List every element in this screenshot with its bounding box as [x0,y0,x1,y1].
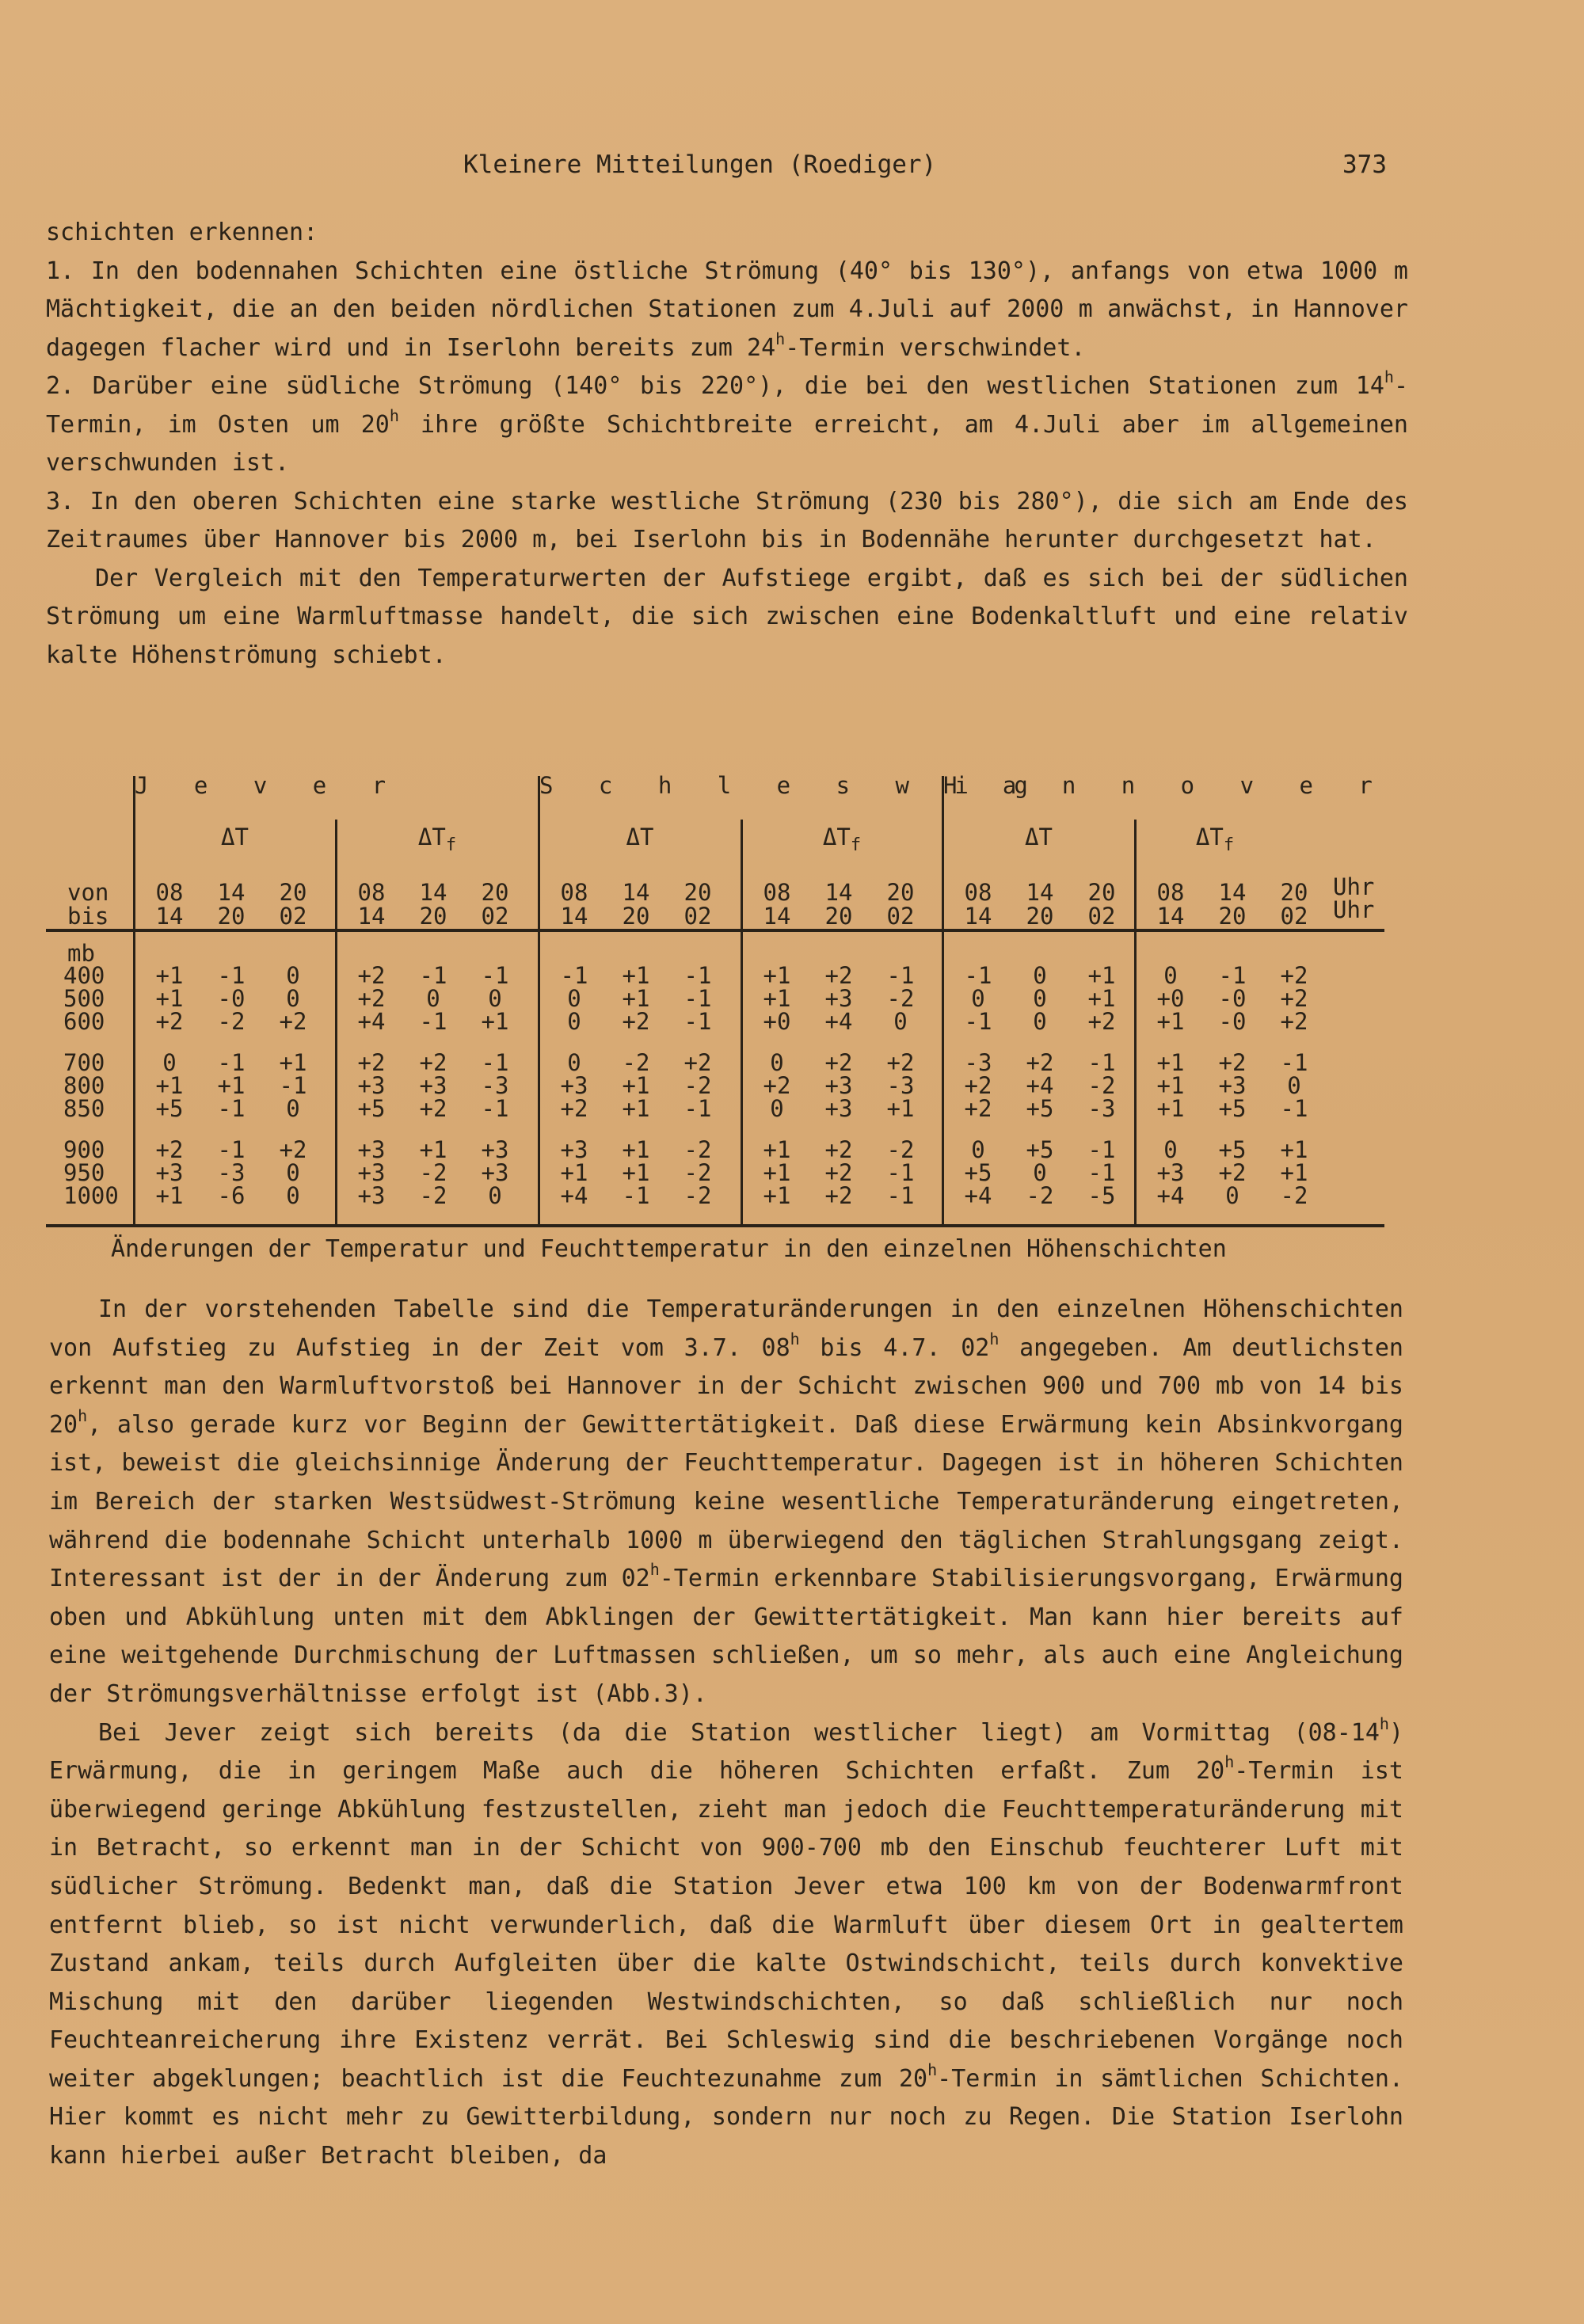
table-cell: +2 [824,1136,853,1163]
level-label: 500 [63,985,105,1012]
table-cell: +2 [357,985,386,1012]
table-cell: +1 [622,1072,650,1099]
table-cell: +2 [419,1095,447,1122]
table-cell: +1 [155,1182,184,1209]
table-cell: +1 [622,1136,650,1163]
table-cell: -2 [217,1008,246,1035]
table-cell: 0 [893,1008,908,1035]
table-cell: -0 [217,985,246,1012]
table-cell: -1 [481,962,509,989]
table-cell: 0 [1033,1008,1047,1035]
table-cell: +2 [1280,962,1308,989]
table-cell: +1 [155,1072,184,1099]
table-cell: -1 [217,962,246,989]
table-cell: 0 [1163,1136,1178,1163]
time-von-label: 14 [622,879,650,906]
table-cell: -1 [1218,962,1247,989]
table-cell: 0 [286,1159,300,1186]
table-cell: +2 [155,1136,184,1163]
table-cell: 0 [1033,1159,1047,1186]
level-label: 700 [63,1049,105,1076]
table-cell: 0 [286,1182,300,1209]
time-bis-label: 14 [155,903,184,930]
table-cell: +1 [1156,1072,1185,1099]
running-header [0,150,1584,186]
table-cell: -2 [419,1159,447,1186]
table-cell: +1 [763,985,791,1012]
table-cell: +1 [279,1049,307,1076]
table-cell: +1 [1087,962,1116,989]
table-cell: +1 [1087,985,1116,1012]
table-cell: +2 [763,1072,791,1099]
table-cell: -3 [1087,1095,1116,1122]
table-cell: -1 [683,1008,712,1035]
level-label: 600 [63,1008,105,1035]
table-rule [46,1224,1384,1227]
table-cell: -1 [481,1049,509,1076]
table-cell: +2 [683,1049,712,1076]
time-von-label: 08 [1156,879,1185,906]
table-rule [741,820,743,1227]
table-cell: +3 [560,1136,588,1163]
level-label: 950 [63,1159,105,1186]
table-cell: +2 [1026,1049,1054,1076]
table-cell: -2 [1026,1182,1054,1209]
running-title: Kleinere Mitteilungen (Roediger) [463,150,937,179]
table-cell: +2 [560,1095,588,1122]
table-cell: +5 [357,1095,386,1122]
table-cell: +5 [155,1095,184,1122]
time-bis-label: 20 [217,903,246,930]
table-cell: +2 [824,1049,853,1076]
time-bis-label: 14 [560,903,588,930]
table-cell: 0 [770,1049,784,1076]
table-cell: -1 [1280,1049,1308,1076]
time-von-label: 20 [279,879,307,906]
time-von-label: 08 [357,879,386,906]
table-cell: -1 [886,1159,915,1186]
paragraph: In der vorstehenden Tabelle sind die Temperaturänderungen in den einzelnen Höhenschichten von Aufstieg zu Aufstieg in der Zeit vom 3.7. 08$^h$ bis 4.7. 02$^h$ angegeben. Am deutlichsten erkennt man den Warmluftvorstoß bei Hannover in der Schicht zwischen 900 und 700 mb von 14 bis 20$^h$, also gerade kurz vor Beginn der Gewittertätigkeit. Daß diese Erwärmung kein Absinkvorgang ist, beweist die gleichsinnige Änderung der Feuchttemperatur. Dagegen ist in höheren Schichten im Bereich der starken Westsüdwest-Strömung keine wesentliche Temperaturänderung eingetreten, während die bodennahe Schicht unterhalb 1000 m überwiegend den täglichen Strahlungsgang zeigt. Interessant ist der in der Änderung zum 02$^h$-Termin erkennbare Stabilisierungsvorgang, Erwärmung oben und Abkühlung unten mit dem Abklingen der Gewittertätigkeit. Man kann hier bereits auf eine weitgehende Durchmischung der Luftmassen schließen, um so mehr, als auch eine Angleichung der Strömungsverhältnisse erfolgt ist (Abb.3). [49,1295,1403,1708]
time-bis-label: 02 [683,903,712,930]
table-cell: +4 [560,1182,588,1209]
table-cell: -2 [683,1159,712,1186]
table-cell: +3 [357,1136,386,1163]
table-caption: Änderungen der Temperatur und Feuchttemperatur in den einzelnen Höhenschichten [111,1235,1227,1263]
table-cell: -1 [683,1095,712,1122]
table-cell: +1 [1156,1008,1185,1035]
table-cell: -1 [683,985,712,1012]
table-cell: +1 [622,1095,650,1122]
delta-t-header: ΔT [626,823,654,850]
time-von-label: 20 [481,879,509,906]
table-cell: 0 [286,962,300,989]
time-bis-label: 14 [763,903,791,930]
time-bis-label: 20 [622,903,650,930]
table-cell: +2 [279,1008,307,1035]
table-cell: +3 [824,985,853,1012]
page-number: 373 [1342,150,1387,179]
table-cell: +3 [1156,1159,1185,1186]
table-cell: -0 [1218,985,1247,1012]
table-cell: -2 [1280,1182,1308,1209]
table-cell: -2 [683,1072,712,1099]
table-cell: -3 [964,1049,992,1076]
time-bis-label: 20 [824,903,853,930]
station-jever: J e v e r [135,772,402,799]
time-bis-label: 20 [419,903,447,930]
table-cell: +5 [1026,1095,1054,1122]
table-cell: +2 [964,1072,992,1099]
table-cell: +3 [481,1136,509,1163]
table-cell: -1 [1087,1136,1116,1163]
time-von-label: 20 [683,879,712,906]
time-von-label: 08 [964,879,992,906]
table-cell: +2 [1280,1008,1308,1035]
table-cell: +3 [155,1159,184,1186]
table-cell: +2 [886,1049,915,1076]
table-cell: +4 [357,1008,386,1035]
table-cell: -2 [683,1136,712,1163]
table-cell: +1 [763,1136,791,1163]
delta-tf-header: $\Delta T_f$ [822,823,862,855]
table-cell: -3 [481,1072,509,1099]
table-cell: -1 [560,962,588,989]
table-cell: +4 [1026,1072,1054,1099]
mb-label: mb [67,940,95,967]
table-cell: -1 [886,962,915,989]
table-cell: -1 [217,1049,246,1076]
time-bis-label: 02 [1087,903,1116,930]
delta-t-header: ΔT [221,823,249,850]
table-cell: +1 [763,1159,791,1186]
table-cell: 0 [162,1049,177,1076]
delta-tf-header: $\Delta T_f$ [1195,823,1235,855]
table-cell: +1 [1156,1049,1185,1076]
table-cell: 0 [488,1182,502,1209]
table-cell: +2 [1280,985,1308,1012]
table-cell: -1 [964,962,992,989]
table-cell: +2 [357,962,386,989]
time-bis-label: 02 [481,903,509,930]
body-text-bottom [49,1291,1403,2176]
time-von-label: 14 [1026,879,1054,906]
table-cell: +0 [1156,985,1185,1012]
table-cell: 0 [971,1136,985,1163]
level-label: 800 [63,1072,105,1099]
table-cell: -2 [683,1182,712,1209]
time-bis-label: 02 [1280,903,1308,930]
table-cell: -1 [886,1182,915,1209]
unit-label: Uhr [1333,896,1375,923]
time-von-label: 14 [824,879,853,906]
table-cell: -1 [217,1136,246,1163]
paragraph-item-3: 3. In den oberen Schichten eine starke westliche Strömung (230 bis 280°), die sich am Ende des Zeitraumes über Hannover bis 2000 m, bei Iserlohn bis in Bodennähe herunter durchgesetzt hat. [46,487,1408,553]
table-cell: 0 [488,985,502,1012]
table-cell: +0 [763,1008,791,1035]
table-cell: +2 [419,1049,447,1076]
time-von-label: 14 [1218,879,1247,906]
table-cell: +3 [419,1072,447,1099]
time-bis-label: 14 [964,903,992,930]
table-cell: +1 [217,1072,246,1099]
table-cell: +1 [481,1008,509,1035]
table-cell: +2 [1218,1049,1247,1076]
table-cell: -5 [1087,1182,1116,1209]
delta-t-header: ΔT [1025,823,1053,850]
table-cell: -2 [1087,1072,1116,1099]
table-cell: +2 [824,1182,853,1209]
table-cell: 0 [567,1008,581,1035]
table-cell: 0 [1033,962,1047,989]
paragraph: schichten erkennen: [46,219,318,246]
time-bis-label: 14 [1156,903,1185,930]
table-cell: +3 [1218,1072,1247,1099]
table-cell: +1 [763,962,791,989]
table-cell: +2 [1218,1159,1247,1186]
table-cell: -1 [964,1008,992,1035]
table-cell: +1 [1156,1095,1185,1122]
table-cell: +3 [481,1159,509,1186]
station-schleswig: S c h l e s w i g [539,772,1044,799]
level-label: 850 [63,1095,105,1122]
time-bis-label: 20 [1026,903,1054,930]
paragraph-item-2: 2. Darüber eine südliche Strömung (140° bis 220°), die bei den westlichen Stationen zum 14$^h$-Termin, im Osten um 20$^h$ ihre größte Schichtbreite erreicht, am 4.Juli aber im allgemeinen verschwunden ist. [46,367,1408,477]
table-cell: 0 [1163,962,1178,989]
level-label: 1000 [63,1182,119,1209]
table-cell: -1 [1087,1159,1116,1186]
time-von-label: 08 [155,879,184,906]
table-cell: +3 [357,1159,386,1186]
table-cell: 0 [770,1095,784,1122]
table-cell: +1 [622,985,650,1012]
table-cell: +1 [886,1095,915,1122]
delta-tf-header: $\Delta T_f$ [417,823,457,855]
paragraph: Bei Jever zeigt sich bereits (da die Station westlicher liegt) am Vormittag (08-14$^h$) Erwärmung, die in geringem Maße auch die höheren Schichten erfaßt. Zum 20$^h$-Termin ist überwiegend geringe Abkühlung festzustellen, zieht man jedoch die Feuchttemperaturänderung mit in Betracht, so erkennt man in der Schicht von 900-700 mb den Einschub feuchterer Luft mit südlicher Strömung. Bedenkt man, daß die Station Jever etwa 100 km von der Bodenwarmfront entfernt blieb, so ist nicht verwunderlich, daß die Warmluft über diesem Ort in gealtertem Zustand ankam, teils durch Aufgleiten über die kalte Ostwindschicht, teils durch konvektive Mischung mit den darüber liegenden Westwindschichten, so daß schließlich nur noch Feuchteanreicherung ihre Existenz verrät. Bei Schleswig sind die beschriebenen Vorgänge noch weiter abgeklungen; beachtlich ist die Feuchtezunahme zum 20$^h$-Termin in sämtlichen Schichten. Hier kommt es nicht mehr zu Gewitterbildung, sondern nur noch zu Regen. Die Station Iserlohn kann hierbei außer Betracht bleiben, da [49,1714,1403,2170]
table-rule [1134,820,1137,1227]
time-von-label: 20 [1087,879,1116,906]
table-cell: 0 [286,1095,300,1122]
table-cell: 0 [567,1049,581,1076]
table-cell: +3 [560,1072,588,1099]
table-cell: -3 [217,1159,246,1186]
table-cell: -1 [419,1008,447,1035]
table-cell: -3 [886,1072,915,1099]
time-von-label: 20 [1280,879,1308,906]
table-cell: +1 [419,1136,447,1163]
table-cell: +4 [1156,1182,1185,1209]
table-cell: +3 [357,1072,386,1099]
table-cell: +1 [1280,1159,1308,1186]
table-cell: -1 [1087,1049,1116,1076]
table-cell: 0 [1225,1182,1239,1209]
table-cell: -2 [886,1136,915,1163]
table-cell: -1 [279,1072,307,1099]
table-cell: +3 [357,1182,386,1209]
table-cell: +1 [155,985,184,1012]
table-cell: +1 [1280,1136,1308,1163]
station-hannover: H a n n o v e r [943,772,1388,799]
table-cell: +1 [763,1182,791,1209]
table-cell: +2 [357,1049,386,1076]
table-cell: +1 [560,1159,588,1186]
table-rule [335,820,337,1227]
table-cell: -2 [886,985,915,1012]
unit-label: Uhr [1333,873,1375,900]
level-label: 400 [63,962,105,989]
bis-label: bis [67,903,109,930]
table-cell: +2 [824,1159,853,1186]
table-cell: -2 [419,1182,447,1209]
table-cell: 0 [1287,1072,1301,1099]
table-cell: 0 [1033,985,1047,1012]
time-bis-label: 02 [279,903,307,930]
paragraph-item-1: 1. In den bodennahen Schichten eine östliche Strömung (40° bis 130°), anfangs von etwa 1000 m Mächtigkeit, die an den beiden nördlichen Stationen zum 4.Juli auf 2000 m anwächst, in Hannover dagegen flacher wird und in Iserlohn bereits zum 24$^h$-Termin verschwindet. [46,257,1408,362]
table-cell: -1 [481,1095,509,1122]
time-von-label: 08 [763,879,791,906]
temperature-change-table [46,772,1392,1239]
table-cell: +1 [622,1159,650,1186]
table-cell: 0 [971,985,985,1012]
table-cell: -2 [622,1049,650,1076]
table-cell: +4 [964,1182,992,1209]
paragraph: Der Vergleich mit den Temperaturwerten der Aufstiege ergibt, daß es sich bei der südlichen Strömung um eine Warmluftmasse handelt, die sich zwischen eine Bodenkaltluft und eine relativ kalte Höhenströmung schiebt. [46,564,1408,669]
table-cell: +3 [824,1072,853,1099]
time-von-label: 08 [560,879,588,906]
level-label: 900 [63,1136,105,1163]
body-text-top [46,214,1408,675]
table-cell: +1 [155,962,184,989]
table-cell: -1 [1280,1095,1308,1122]
table-cell: +2 [155,1008,184,1035]
table-cell: +5 [1218,1136,1247,1163]
time-von-label: 20 [886,879,915,906]
table-cell: +2 [1087,1008,1116,1035]
table-cell: 0 [426,985,440,1012]
table-cell: +2 [964,1095,992,1122]
table-cell: -1 [683,962,712,989]
table-cell: +5 [1218,1095,1247,1122]
time-bis-label: 20 [1218,903,1247,930]
table-cell: 0 [286,985,300,1012]
table-cell: +4 [824,1008,853,1035]
table-cell: +3 [824,1095,853,1122]
table-cell: +5 [1026,1136,1054,1163]
table-cell: +2 [824,962,853,989]
table-cell: +2 [279,1136,307,1163]
table-cell: +1 [622,962,650,989]
table-cell: -1 [217,1095,246,1122]
time-bis-label: 14 [357,903,386,930]
table-cell: -1 [419,962,447,989]
table-cell: -6 [217,1182,246,1209]
table-cell: +2 [622,1008,650,1035]
table-cell: -1 [622,1182,650,1209]
time-bis-label: 02 [886,903,915,930]
table-cell: 0 [567,985,581,1012]
time-von-label: 14 [419,879,447,906]
table-cell: -0 [1218,1008,1247,1035]
table-cell: +5 [964,1159,992,1186]
von-label: von [67,879,109,906]
time-von-label: 14 [217,879,246,906]
